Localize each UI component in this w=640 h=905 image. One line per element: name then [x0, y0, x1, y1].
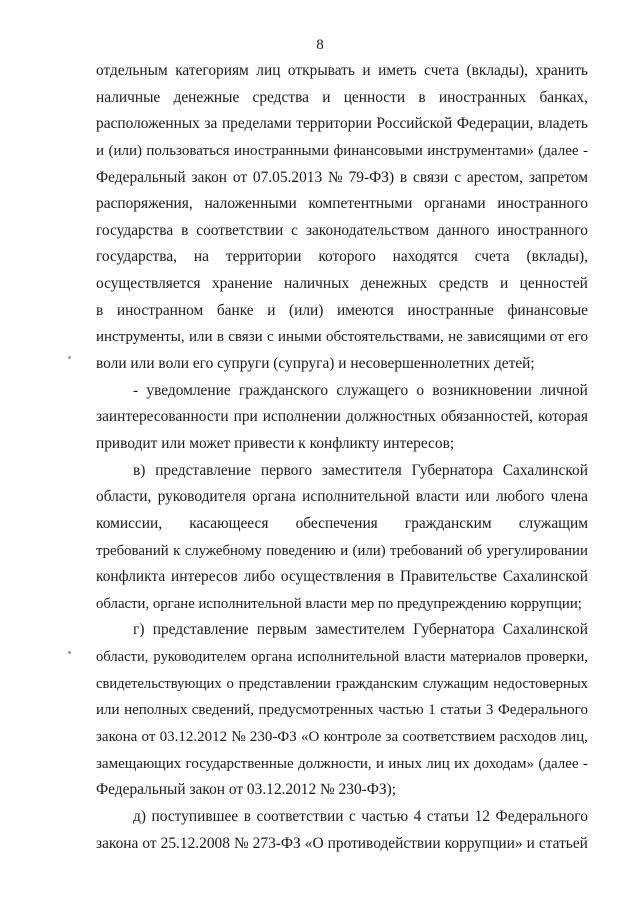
text-line: приводит или может привести к конфликту интересов; [96, 434, 455, 452]
word: связи [413, 168, 449, 186]
word: инструментами» [427, 142, 534, 159]
word: средства [252, 88, 309, 106]
word: от [232, 168, 248, 186]
word: территории [296, 115, 372, 133]
word: первым [256, 621, 308, 639]
text-line [96, 58, 588, 85]
word: сведений, [191, 702, 254, 719]
word: иностранные [407, 301, 494, 319]
word: заместителя [321, 461, 402, 479]
word: д) [133, 807, 146, 825]
word: соответствием [402, 729, 496, 746]
word: замещающих [96, 755, 182, 772]
word: 03.12.2012 [159, 729, 228, 746]
word: иных [388, 755, 422, 772]
word: возникновении [432, 381, 532, 399]
word: Федерации, [456, 115, 534, 133]
word: наличных [284, 275, 350, 293]
text-line [96, 218, 588, 245]
word: о [416, 381, 425, 399]
word: или [465, 488, 490, 506]
text-line [96, 484, 588, 511]
word: требований [96, 542, 169, 559]
word: и [362, 62, 371, 79]
word: 4 [413, 807, 422, 825]
word: иностранного [497, 221, 588, 239]
word: гражданского [238, 381, 329, 399]
word: власти [404, 649, 446, 666]
word: (или) [108, 142, 142, 159]
word: государства [96, 221, 174, 239]
word: члена [550, 488, 588, 506]
word: за [204, 115, 218, 133]
word: наложенными [204, 195, 297, 213]
text-line [96, 751, 588, 778]
word: счета [424, 62, 460, 79]
word: лиц, [560, 729, 588, 746]
word: органа [252, 488, 296, 506]
word: иностранном [116, 301, 204, 319]
word: недостоверных [493, 675, 588, 692]
word: лиц [426, 755, 450, 772]
word: статьи [440, 702, 482, 719]
word: касающееся [189, 514, 269, 532]
text-line [96, 378, 588, 405]
word: инструменты, [96, 329, 185, 346]
word: от [142, 834, 157, 852]
word: имеются [336, 301, 394, 319]
text-line [96, 271, 588, 298]
word: связи [228, 329, 263, 346]
word: и [375, 755, 385, 772]
word: в [181, 221, 189, 239]
document-body [96, 58, 588, 857]
word: банке [216, 301, 254, 319]
text-line [96, 111, 588, 138]
word: области, [96, 649, 149, 666]
text-line [96, 671, 588, 698]
word: наличные [96, 88, 161, 106]
word: соответствии [196, 221, 284, 239]
word: области, [96, 488, 152, 506]
word: свидетельствующих [96, 675, 222, 692]
word: комиссии, [96, 514, 163, 532]
word: компетентными [308, 195, 413, 213]
word: расположенных [96, 115, 200, 133]
word: государственные [185, 755, 294, 772]
word: к [173, 542, 181, 559]
word: урегулировании [486, 542, 588, 559]
word: иностранного [497, 195, 588, 213]
word: контроле [323, 729, 382, 746]
word: ценности [343, 88, 406, 106]
text-line [96, 831, 588, 858]
word: которая [537, 408, 588, 426]
word: Сахалинской [502, 461, 588, 479]
word: осуществляется [96, 275, 201, 293]
word: Сахалинской [502, 568, 588, 586]
word: проверки, [526, 649, 588, 666]
word: хранить [535, 62, 588, 79]
word: денежных [360, 275, 428, 293]
word: представлении [238, 675, 331, 692]
word: Федерального [495, 807, 588, 825]
word: расходов [499, 729, 557, 746]
word: владеть [537, 115, 588, 133]
word: закона [96, 834, 139, 852]
text-line [96, 724, 588, 751]
word: иностранных [438, 88, 527, 106]
text-line [96, 697, 588, 724]
word: (вклады), [466, 62, 529, 79]
word: - [582, 755, 588, 772]
word: 1 [428, 702, 436, 719]
word: ценностей [519, 275, 588, 293]
word: материалов [450, 649, 522, 666]
word: руководителем [153, 649, 247, 666]
word: г) [133, 621, 145, 639]
word: гражданским [335, 675, 418, 692]
word: осуществления [280, 568, 382, 586]
word: уведомление [146, 381, 231, 399]
word: с [291, 221, 298, 239]
word: 79-ФЗ) [348, 168, 395, 186]
text-line: воли или воли его супруги (супруга) и несовершеннолетних детей; [96, 355, 535, 373]
word: требований [390, 542, 463, 559]
text-line: области, органе исполнительной власти мер по предупреждению коррупции; [96, 595, 582, 612]
text-line [96, 404, 588, 431]
word: пределами [221, 115, 292, 133]
word: коррупции» [444, 834, 523, 852]
word: предусмотренных [258, 702, 374, 719]
word: Федерального [497, 702, 588, 719]
word: неполных [124, 702, 188, 719]
word: первого [260, 461, 313, 479]
text-line [96, 538, 588, 565]
word: служащего [336, 381, 409, 399]
word: противодействии [327, 834, 441, 852]
word: или [96, 702, 120, 719]
word: статьи [426, 807, 470, 825]
word: частью [361, 807, 409, 825]
word: руководителя [157, 488, 246, 506]
word: территории [225, 248, 302, 266]
word: 12 [474, 807, 490, 825]
word: и [499, 275, 509, 293]
word: открывать [287, 62, 355, 79]
word: интересов [171, 568, 238, 586]
word: № [328, 168, 343, 186]
word: представление [152, 621, 249, 639]
text-line [96, 458, 588, 485]
word: которого [318, 248, 376, 266]
word: счета [474, 248, 510, 266]
word: частью [378, 702, 424, 719]
word: при [233, 408, 258, 426]
word: с [349, 807, 356, 825]
margin-dot [68, 356, 71, 359]
word: служебному [184, 542, 262, 559]
word: хранение [211, 275, 273, 293]
word: данного [436, 221, 490, 239]
word: распоряжения, [96, 195, 193, 213]
text-line [96, 644, 588, 671]
word: в [96, 301, 104, 319]
word: исполнительной [297, 649, 400, 666]
word: (вклады), [526, 248, 588, 266]
word: за [385, 729, 399, 746]
word: с [454, 168, 462, 186]
word: и [526, 834, 535, 852]
word: «О [304, 834, 324, 852]
word: 3 [485, 702, 494, 719]
word: не [448, 329, 463, 346]
word: органа [251, 649, 293, 666]
word: служащим [422, 675, 489, 692]
word: его [568, 329, 588, 346]
word: (далее [538, 755, 579, 772]
text-line [96, 244, 588, 271]
word: закона [96, 729, 138, 746]
word: государства, [96, 248, 178, 266]
word: категориям [175, 62, 249, 79]
word: любого [495, 488, 545, 506]
word: об [467, 542, 483, 559]
word: «О [301, 729, 320, 746]
text-line [96, 298, 588, 325]
word: 273-ФЗ [252, 834, 301, 852]
word: заместителем [315, 621, 405, 639]
text-line: Федеральный закон от 03.12.2012 № 230-ФЗ); [96, 781, 397, 799]
word: исполнении [262, 408, 342, 426]
word: в [418, 88, 426, 106]
word: гражданским [404, 514, 492, 532]
word: поступившее [151, 807, 239, 825]
word: - [133, 381, 139, 399]
word: 25.12.2008 [160, 834, 230, 852]
word: соответствии [256, 807, 344, 825]
word: исполнительной [302, 488, 410, 506]
word: в [399, 168, 408, 186]
word: финансовыми [333, 142, 423, 159]
word: в [386, 568, 395, 586]
word: - [582, 142, 588, 159]
word: 230-ФЗ [249, 729, 297, 746]
text-line [96, 617, 588, 644]
word: пользоваться [146, 142, 230, 159]
word: зависящими [467, 329, 546, 346]
word: и [322, 88, 331, 106]
word: (или) [288, 301, 324, 319]
word: лиц [256, 62, 281, 79]
word: личной [540, 381, 588, 399]
word: в) [133, 461, 146, 479]
word: и [340, 542, 349, 559]
word: средств [438, 275, 489, 293]
word: арестом, [466, 168, 523, 186]
word: обеспечения [295, 514, 378, 532]
word: Федеральный [96, 168, 186, 186]
word: отдельным [96, 62, 168, 79]
word: должности, [297, 755, 372, 772]
word: запретом [528, 168, 588, 186]
word: представление [155, 461, 252, 479]
word: или [188, 329, 213, 346]
word: о [226, 675, 234, 692]
word: (далее [538, 142, 579, 159]
word: Губернатора [411, 461, 493, 479]
word: от [549, 329, 564, 346]
page-number: 8 [316, 37, 324, 53]
word: статьей [538, 834, 588, 852]
word: служащим [518, 514, 588, 532]
word: и [96, 142, 105, 159]
text-line [96, 85, 588, 112]
text-line [96, 804, 588, 831]
word: в [216, 329, 224, 346]
word: власти [415, 488, 460, 506]
word: на [193, 248, 209, 266]
word: (или) [352, 542, 386, 559]
word: закон [191, 168, 228, 186]
word: обстоятельствами, [325, 329, 444, 346]
text-line [96, 191, 588, 218]
word: иметь [378, 62, 417, 79]
margin-dot [68, 651, 71, 654]
word: конфликта [96, 568, 166, 586]
word: иностранными [233, 142, 330, 159]
word: находятся [392, 248, 458, 266]
text-line [96, 165, 588, 192]
word: Сахалинской [502, 621, 588, 639]
word: либо [243, 568, 276, 586]
word: финансовые [507, 301, 588, 319]
text-line [96, 138, 588, 165]
word: и [267, 301, 276, 319]
word: заинтересованности [96, 408, 229, 426]
word: доходам» [473, 755, 535, 772]
word: с [266, 329, 274, 346]
word: законодательством [305, 221, 430, 239]
word: в [243, 807, 251, 825]
word: банках, [539, 88, 588, 106]
word: органами [424, 195, 486, 213]
word: должностных [346, 408, 436, 426]
word: обязанностей, [440, 408, 533, 426]
text-line [96, 324, 588, 351]
word: их [454, 755, 470, 772]
text-line [96, 511, 588, 538]
word: от [141, 729, 156, 746]
word: денежные [173, 88, 240, 106]
word: иными [277, 329, 322, 346]
word: 07.05.2013 [252, 168, 323, 186]
text-line [96, 564, 588, 591]
word: Правительстве [400, 568, 497, 586]
word: № [233, 834, 249, 852]
word: Российской [376, 115, 453, 133]
word: Губернатора [413, 621, 495, 639]
word: № [231, 729, 246, 746]
word: поведению [266, 542, 336, 559]
